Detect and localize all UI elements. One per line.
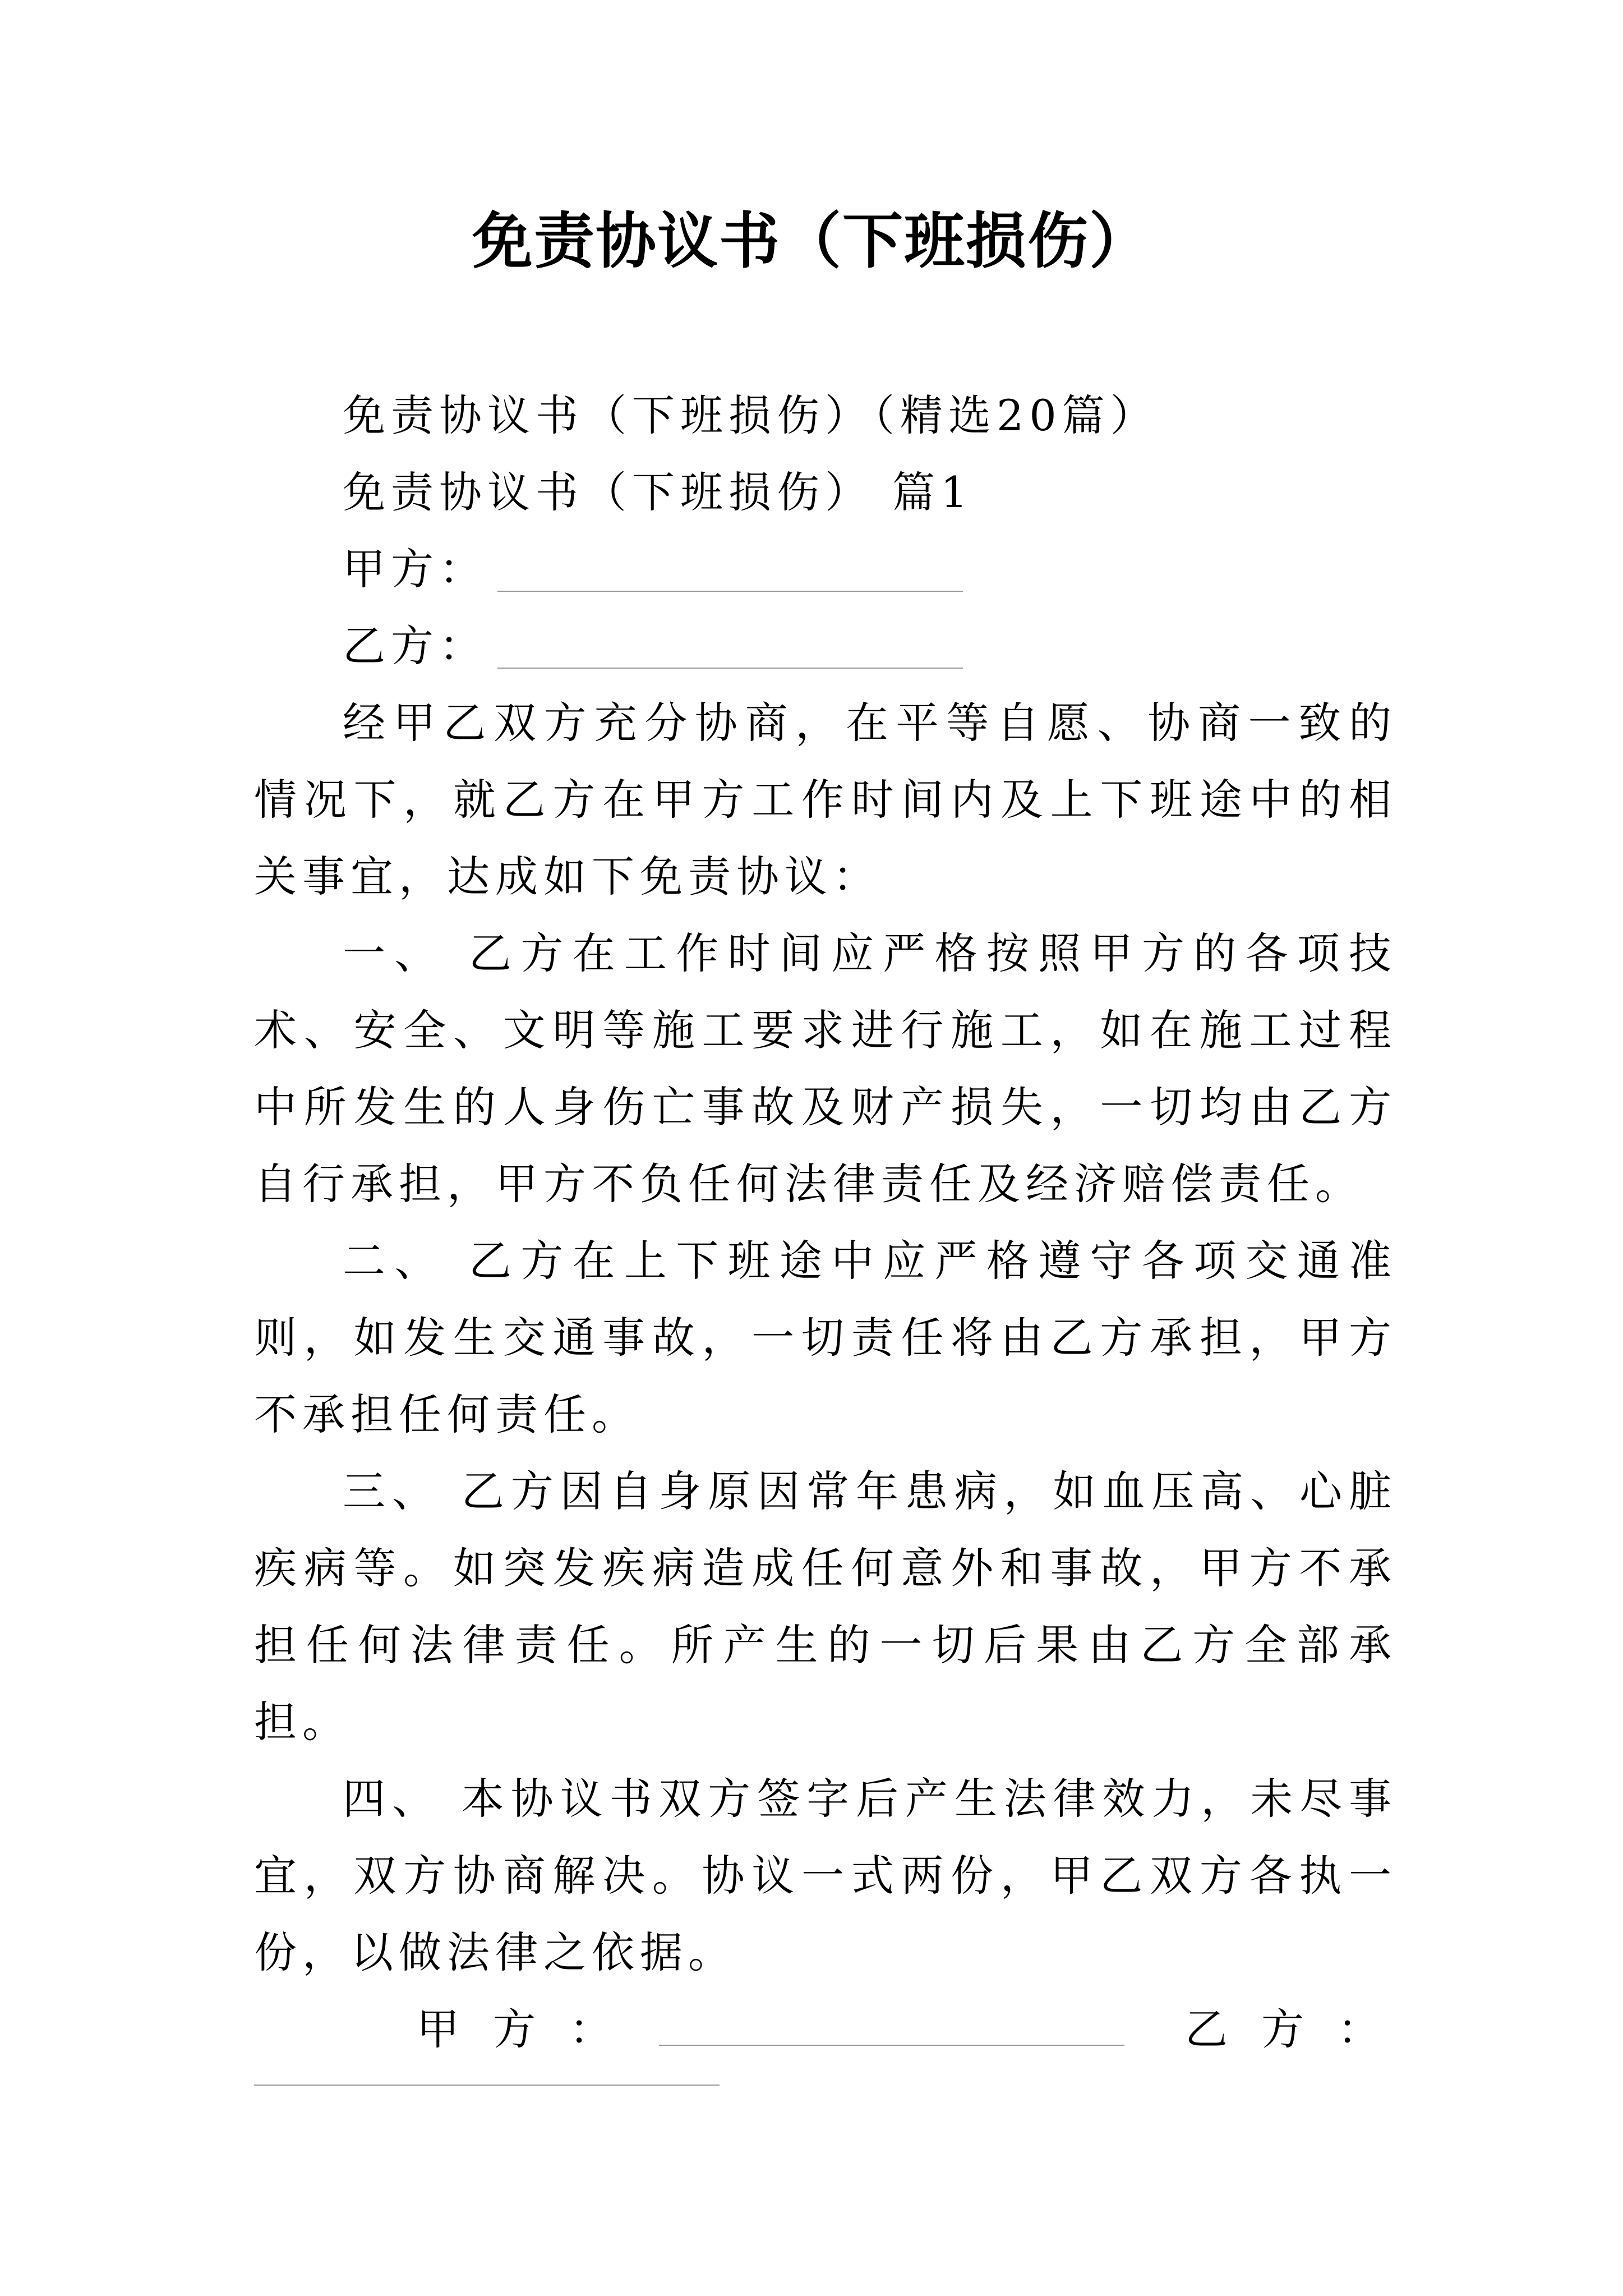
signature-party-a-blank-line <box>659 2045 1124 2046</box>
party-b-label: 乙方： <box>343 621 487 671</box>
clause-1: 一、 乙方在工作时间应严格按照甲方的各项技术、安全、文明等施工要求进行施工，如在施工过程中所发生的人身伤亡事故及财产损失，一切均由乙方自行承担，甲方不负任何法律责任及经济赔偿责任。 <box>254 928 1397 1209</box>
party-b-blank-line <box>497 668 963 669</box>
document-title: 免责协议书（下班损伤） <box>472 206 1151 277</box>
clause-3: 三、 乙方因自身原因常年患病，如血压高、心脏疾病等。如突发疾病造成任何意外和事故，甲方不承担任何法律责任。所产生的一切后果由乙方全部承担。 <box>254 1466 1397 1747</box>
clause-2: 二、 乙方在上下班途中应严格遵守各项交通准则，如发生交通事故，一切责任将由乙方承担，甲方不承担任何责任。 <box>254 1236 1397 1439</box>
party-b-field <box>254 608 1397 684</box>
document-subtitle: 免责协议书（下班损伤）（精选20篇） <box>343 390 1159 440</box>
party-a-field <box>254 531 1397 608</box>
signature-row <box>254 1991 1414 2068</box>
section-heading: 免责协议书（下班损伤） 篇1 <box>343 467 974 517</box>
intro-paragraph: 经甲乙双方充分协商，在平等自愿、协商一致的情况下，就乙方在甲方工作时间内及上下班途中的相关事宜，达成如下免责协议： <box>254 698 1397 901</box>
document-body <box>254 377 1414 2086</box>
signature-party-b-label: 乙方： <box>1185 2004 1414 2054</box>
signature-party-b-blank-line <box>254 2085 720 2086</box>
clause-4: 四、 本协议书双方签字后产生法律效力，未尽事宜，双方协商解决。协议一式两份，甲乙双方各执一份，以做法律之依据。 <box>254 1774 1397 1977</box>
party-a-label: 甲方： <box>343 544 487 594</box>
signature-party-a-label: 甲方： <box>417 2004 645 2054</box>
party-a-blank-line <box>497 591 963 592</box>
